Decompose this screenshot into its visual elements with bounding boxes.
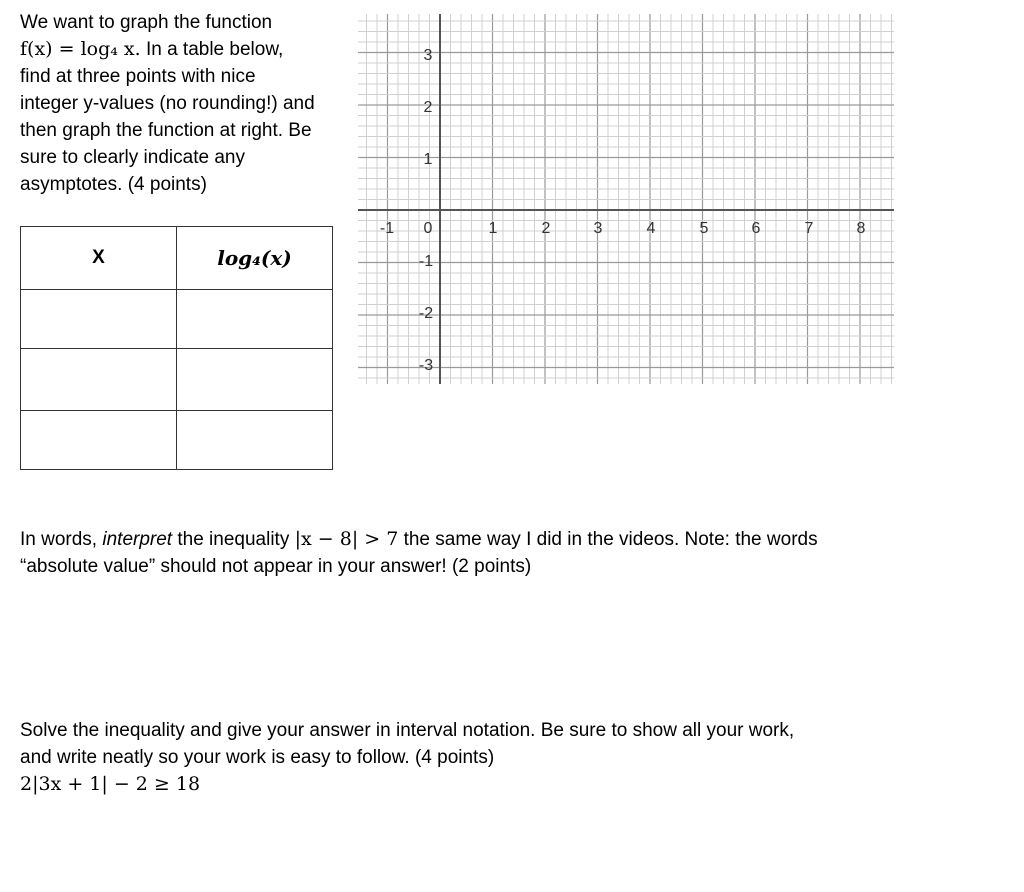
x-tick-label: -1	[379, 220, 395, 237]
q1-line-1: We want to graph the function	[20, 12, 273, 33]
table-cell-x-3[interactable]	[21, 411, 177, 470]
q1-line-7: asymptotes. (4 points)	[20, 174, 207, 195]
q2-prefix: In words,	[20, 529, 103, 550]
coordinate-grid[interactable]	[358, 14, 898, 386]
y-tick-label: 1	[423, 151, 433, 168]
x-tick-label: 1	[488, 220, 498, 237]
q1-line-2	[20, 36, 350, 63]
q1-line-4: integer y-values (no rounding!) and	[20, 93, 315, 114]
x-tick-label: 5	[699, 220, 709, 237]
q2-inequality: |x − 8| > 7	[294, 528, 399, 550]
y-tick-label: -2	[418, 305, 434, 322]
q1-line-2-text: In a table below,	[145, 39, 284, 60]
q2-emphasis: interpret	[102, 529, 173, 550]
x-tick-label: 0	[423, 220, 433, 237]
q1-line-5: then graph the function at right. Be	[20, 120, 312, 141]
x-tick-label: 2	[541, 220, 551, 237]
q3-inequality: 2|3x + 1| − 2 ≥ 18	[20, 773, 201, 795]
question-1-text	[20, 9, 350, 198]
table-row	[21, 349, 333, 411]
table-cell-x-1[interactable]	[21, 290, 177, 349]
x-tick-label: 7	[804, 220, 814, 237]
q2-line-1	[20, 526, 1000, 553]
table-header-x: X	[21, 227, 177, 290]
y-tick-label: -3	[418, 357, 434, 374]
q2-mid: the inequality	[172, 529, 295, 550]
q3-line-1: Solve the inequality and give your answer in interval notation. Be sure to show all your work,	[20, 720, 795, 741]
q2-suffix: the same way I did in the videos. Note: the words	[398, 529, 818, 550]
question-3-text	[20, 717, 1000, 798]
x-tick-label: 3	[593, 220, 603, 237]
grid-lines	[358, 14, 894, 384]
table-row	[21, 411, 333, 470]
q1-line-6: sure to clearly indicate any	[20, 147, 245, 168]
x-tick-label: 6	[751, 220, 761, 237]
table-header-row	[21, 227, 333, 290]
q2-line-2: “absolute value” should not appear in your answer! (2 points)	[20, 556, 532, 577]
table-row	[21, 290, 333, 349]
table-cell-y-3[interactable]	[177, 411, 333, 470]
q1-line-3: find at three points with nice	[20, 66, 256, 87]
table-cell-y-2[interactable]	[177, 349, 333, 411]
table-header-log: log₄(x)	[177, 227, 333, 290]
x-tick-label: 4	[646, 220, 656, 237]
table-cell-x-2[interactable]	[21, 349, 177, 411]
values-table	[20, 226, 333, 470]
y-tick-label: 3	[423, 47, 433, 64]
x-tick-label: 8	[856, 220, 866, 237]
question-2-text	[20, 526, 1000, 580]
y-tick-label: -1	[418, 253, 434, 270]
function-definition: f(x) = log₄ x.	[20, 38, 141, 60]
y-tick-label: 2	[423, 99, 433, 116]
table-cell-y-1[interactable]	[177, 290, 333, 349]
q3-line-2: and write neatly so your work is easy to follow. (4 points)	[20, 747, 495, 768]
